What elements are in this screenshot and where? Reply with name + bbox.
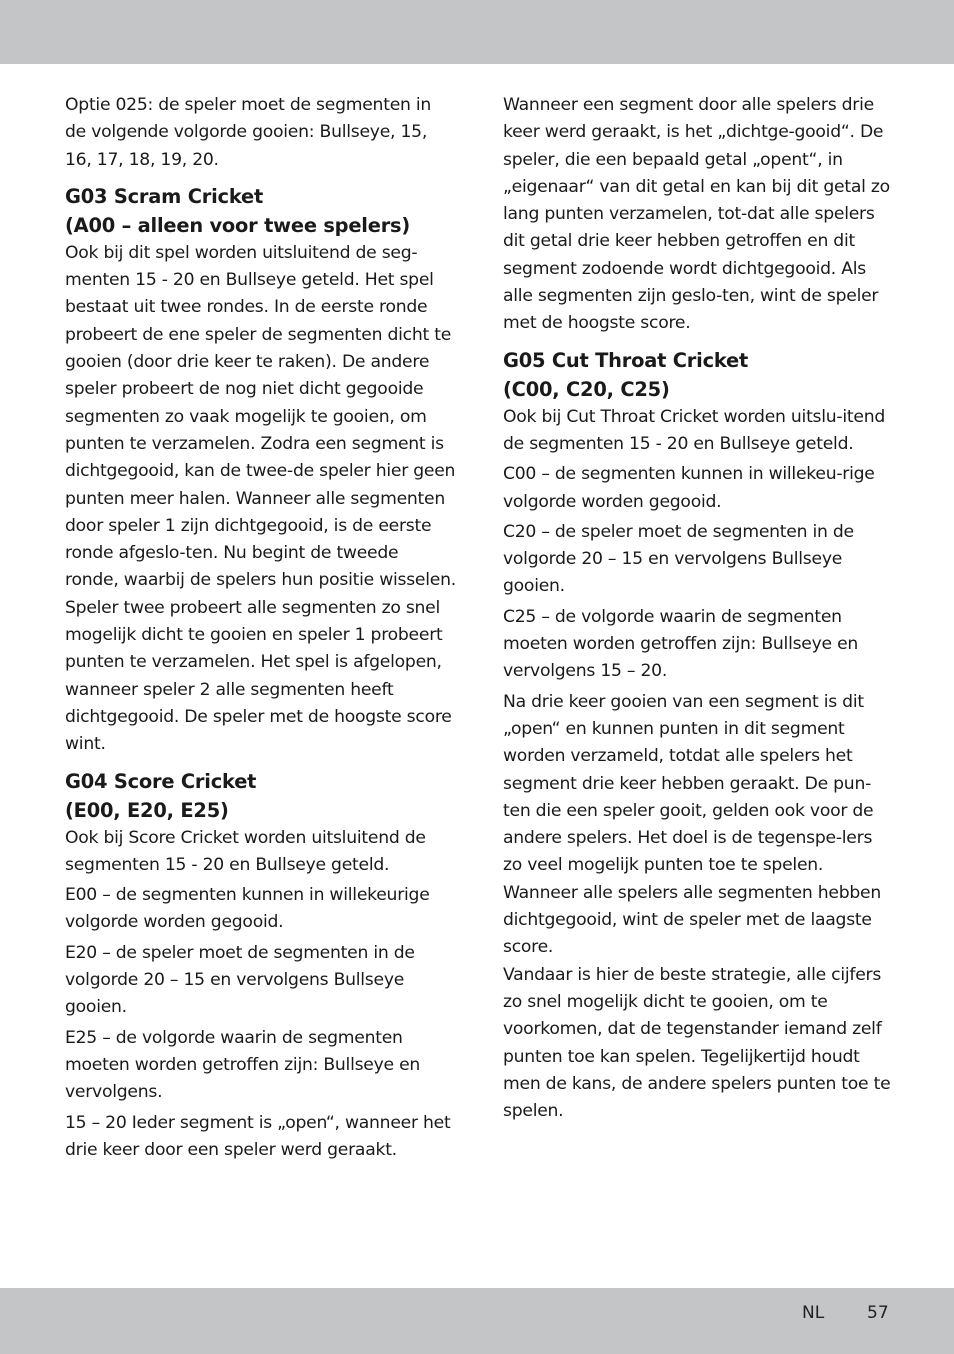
heading-g04-line2: (E00, E20, E25) <box>65 798 229 822</box>
heading-g04-line1: G04 Score Cricket <box>65 769 257 793</box>
e00-text: E00 – de segmenten kunnen in willekeurige volgorde worden gegooid. <box>65 885 430 933</box>
g05-intro: Ook bij Cut Throat Cricket worden uitslu-itend de segmenten 15 - 20 en Bullseye geteld. <box>503 406 886 454</box>
header-bar <box>0 0 954 64</box>
heading-g03-line1: G03 Scram Cricket <box>65 184 264 208</box>
heading-g03-line2: (A00 – alleen voor twee spelers) <box>65 213 411 237</box>
heading-g03-scram-cricket <box>65 182 457 240</box>
right-column <box>503 92 895 1128</box>
left-column <box>65 92 457 1167</box>
c00-text: C00 – de segmenten kunnen in willekeu-rige volgorde worden gegooid. <box>503 464 875 512</box>
page-number: 57 <box>867 1303 889 1323</box>
e20-text: E20 – de speler moet de segmenten in de volgorde 20 – 15 en vervolgens Bullseye gooien. <box>65 942 415 1018</box>
heading-g04-score-cricket <box>65 767 457 825</box>
strategy-text: Vandaar is hier de beste strategie, alle cijfers zo snel mogelijk dicht te gooien, om te voorkomen, dat de tegenstander iemand zelf punten toe kan spelen. Tegelijkertijd houdt men de kans, de andere spelers punten toe te spelen. <box>503 964 891 1122</box>
all-closed-text: Wanneer alle spelers alle segmenten hebben dichtgegooid, wint de speler met de laagste score. <box>503 882 881 958</box>
heading-g05-line2: (C00, C20, C25) <box>503 377 670 401</box>
heading-g05-cut-throat-cricket <box>503 346 895 404</box>
c25-text: C25 – de volgorde waarin de segmenten moeten worden getroffen zijn: Bullseye en vervolgens 15 – 20. <box>503 606 859 682</box>
option-025-text: Optie 025: de speler moet de segmenten in de volgende volgorde gooien: Bullseye, 15, 16, 17, 18, 19, 20. <box>65 95 432 170</box>
language-code: NL <box>802 1303 825 1323</box>
e25-text: E25 – de volgorde waarin de segmenten moeten worden getroffen zijn: Bullseye en vervolgens. <box>65 1027 421 1103</box>
g03-description: Ook bij dit spel worden uitsluitend de seg-menten 15 - 20 en Bullseye geteld. Het spel bestaat uit twee rondes. In de eerste ronde probeert de ene speler de segmenten dicht te gooien (door drie keer te raken). De andere speler probeert de nog niet dicht gegooide segmenten zo vaak mogelijk te gooien, om punten te verzamelen. Zodra een segment is dichtgegooid, kan de twee-de speler hier geen punten meer halen. Wanneer alle segmenten door speler 1 zijn dichtgegooid, is de eerste ronde afgeslo-ten. Nu begint de tweede ronde, waarbij de spelers hun positie wisselen. Speler twee probeert alle segmenten zo snel mogelijk dicht te gooien en speler 1 probeert punten te verzamelen. Het spel is afgelopen, wanneer speler 2 alle segmenten heeft dichtgegooid. De speler met de hoogste score wint. <box>65 242 456 755</box>
g04-continued-text: Wanneer een segment door alle spelers drie keer werd geraakt, is het „dichtge-gooid“. De speler, die een bepaald getal „opent“, in „eigenaar“ van dit getal en kan bij dit getal zo lang punten verzamelen, tot-dat alle spelers dit getal drie keer hebben getroffen en dit segment zodoende wordt dichtgegooid. Als alle segmenten zijn geslo-ten, wint de speler met de hoogste score. <box>503 95 890 334</box>
g04-intro: Ook bij Score Cricket worden uitsluitend de segmenten 15 - 20 en Bullseye geteld. <box>65 827 426 875</box>
c20-text: C20 – de speler moet de segmenten in de volgorde 20 – 15 en vervolgens Bullseye gooien. <box>503 521 854 597</box>
open-segment-text: 15 – 20 Ieder segment is „open“, wanneer het drie keer door een speler werd geraakt. <box>65 1112 451 1160</box>
heading-g05-line1: G05 Cut Throat Cricket <box>503 348 749 372</box>
after-three-throws-text: Na drie keer gooien van een segment is dit „open“ en kunnen punten in dit segment worden verzameld, totdat alle spelers het segment drie keer hebben geraakt. De pun-ten die een speler gooit, gelden ook voor de andere spelers. Het doel is de tegenspe-lers zo veel mogelijk punten toe te spelen. <box>503 691 874 876</box>
